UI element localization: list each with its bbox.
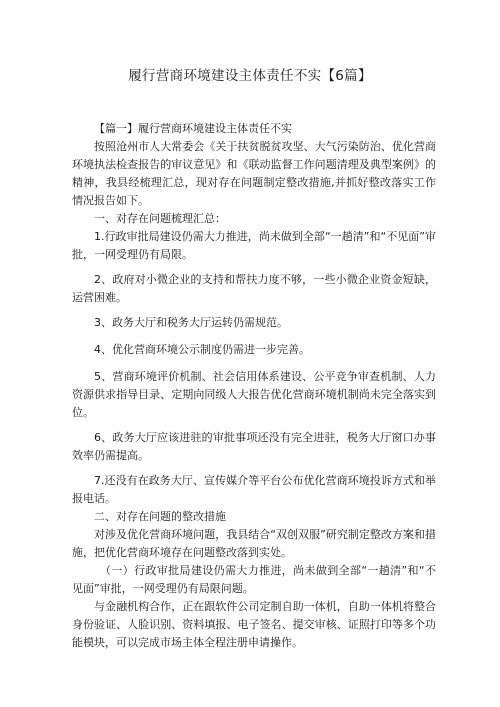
intro-paragraph: 按照沧州市人大常委会《关于扶贫脱贫攻坚、大气污染防治、优化营商环境执法检查报告的审议意见》和《联动监督工作问题清理及典型案例》的精神，我县经梳理汇总，现对存在问题制定整改措施,并抓好整改落实工作情况报告如下。 [72,140,436,207]
issue-4: 4、优化营商环境公示制度仍需进一步完善。 [94,343,310,356]
measures-intro: 对涉及优化营商环境问题，我县结合“双创双服”研究制定整改方案和措施，把优化营商环境存在问题整改落到实处。 [72,528,436,559]
document-body [72,120,436,652]
issue-6: 6、政务大厅应该进驻的审批事项还没有完全进驻，税务大厅窗口办事效率仍需提高。 [72,431,436,462]
section-heading: 【篇一】履行营商环境建设主体责任不实 [94,122,292,135]
issue-3: 3、政务大厅和税务大厅运转仍需规范。 [94,316,288,329]
measure-1-body: 与金融机构合作，正在跟软件公司定制自助一体机，自助一体机将整合身份验证、人脸识别、资料填报、电子签名、提交审核、证照打印等多个功能模块，可以完成市场主体全程注册申请操作。 [72,600,436,649]
part-one-heading: 一、对存在问题梳理汇总： [94,212,226,225]
measure-1-heading: （一）行政审批局建设仍需大力推进，尚未做到全部“一趟清”和“不见面”审批，一网受理仍有局限问题。 [72,564,436,595]
issue-5: 5、营商环境评价机制、社会信用体系建设、公平竞争审查机制、人力资源供求指导目录、定期向同级人大报告优化营商环境机制尚未完全落实到位。 [72,370,436,419]
issue-7: 7.还没有在政务大厅、宣传媒介等平台公布优化营商环境投诉方式和举报电话。 [72,474,436,505]
document-title: 履行营商环境建设主体责任不实【6篇】 [128,68,372,84]
issue-1: 1.行政审批局建设仍需大力推进，尚未做到全部“一趟清”和“不见面”审批，一网受理仍有局限。 [72,230,436,261]
part-two-heading: 二、对存在问题的整改措施 [94,510,226,523]
issue-2: 2、政府对小微企业的支持和帮扶力度不够，一些小微企业资金短缺，运营困难。 [72,273,436,304]
